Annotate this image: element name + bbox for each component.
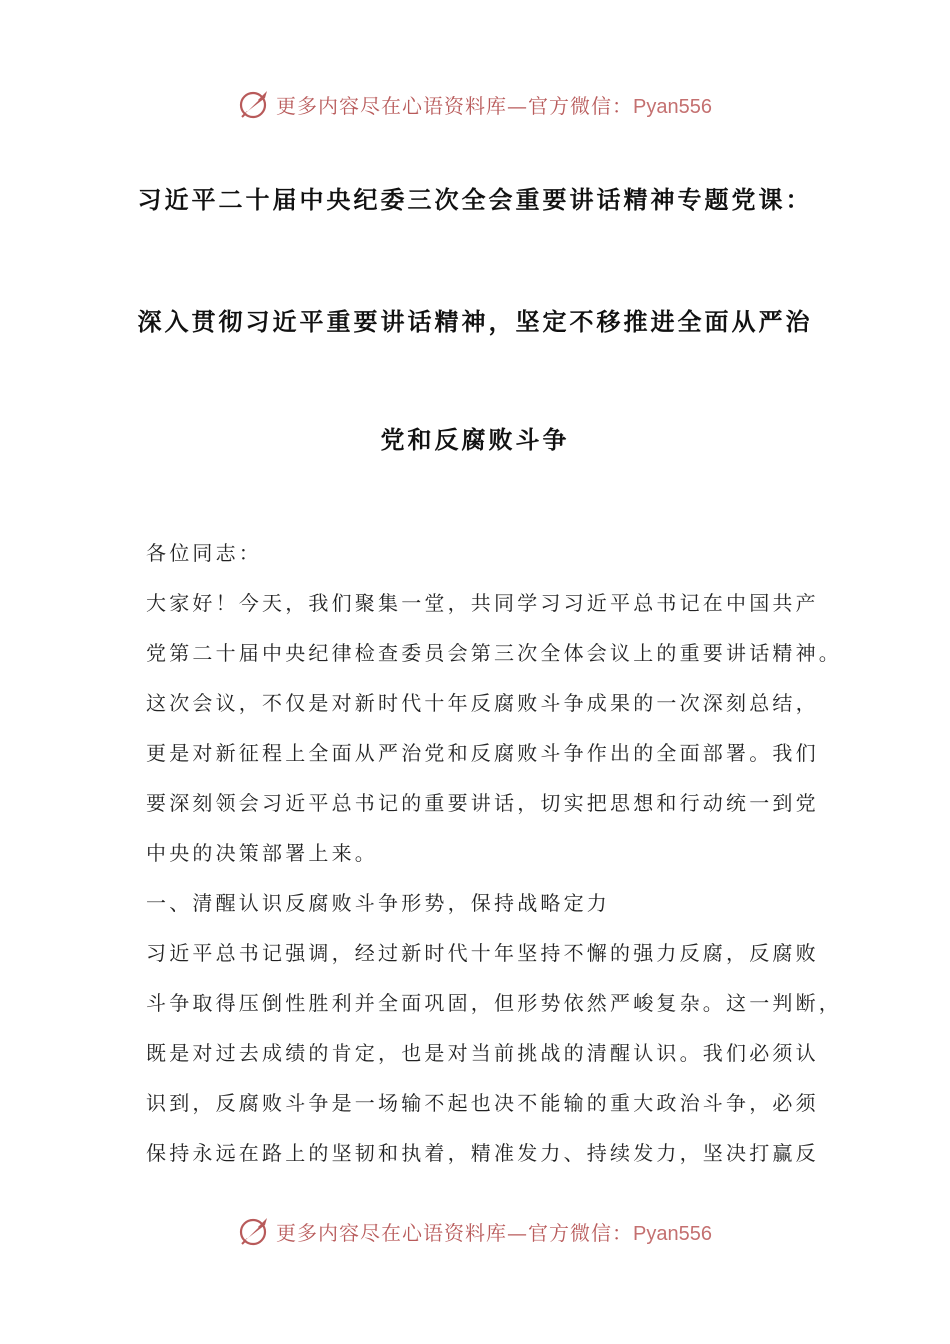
header-watermark — [0, 80, 950, 128]
section-heading-1: 一、清醒认识反腐败斗争形势，保持战略定力 — [146, 891, 610, 915]
document-title-line-2: 深入贯彻习近平重要讲话精神，坚定不移推进全面从严治 — [137, 307, 813, 336]
body-line: 要深刻领会习近平总书记的重要讲话，切实把思想和行动统一到党 — [146, 791, 819, 815]
watermark-site-name: 更多内容尽在心语资料库 — [276, 93, 508, 118]
watermark-text — [276, 1217, 712, 1246]
watermark-text — [276, 90, 712, 119]
body-line: 斗争取得压倒性胜利并全面巩固，但形势依然严峻复杂。这一判断， — [146, 991, 842, 1015]
body-line: 习近平总书记强调，经过新时代十年坚持不懈的强力反腐，反腐败 — [146, 941, 819, 965]
document-title-line-3: 党和反腐败斗争 — [380, 425, 570, 454]
watermark-wechat-id: Pyan556 — [633, 95, 712, 118]
body-line: 保持永远在路上的坚韧和执着，精准发力、持续发力，坚决打赢反 — [146, 1141, 819, 1165]
body-line: 党第二十届中央纪律检查委员会第三次全体会议上的重要讲话精神。 — [146, 641, 842, 665]
body-line: 既是对过去成绩的肯定，也是对当前挑战的清醒认识。我们必须认 — [146, 1041, 819, 1065]
watermark-wechat-label: 官方微信： — [528, 93, 634, 118]
document-body — [146, 536, 842, 1186]
body-line: 这次会议，不仅是对新时代十年反腐败斗争成果的一次深刻总结， — [146, 691, 819, 715]
body-line: 大家好！今天，我们聚集一堂，共同学习习近平总书记在中国共产 — [146, 591, 819, 615]
body-line: 中央的决策部署上来。 — [146, 841, 378, 865]
quill-logo-icon — [238, 1214, 272, 1248]
watermark-wechat-label: 官方微信： — [528, 1220, 634, 1245]
watermark-separator: — — [507, 1220, 529, 1245]
body-line: 更是对新征程上全面从严治党和反腐败斗争作出的全面部署。我们 — [146, 741, 819, 765]
watermark-site-name: 更多内容尽在心语资料库 — [276, 1220, 508, 1245]
watermark-separator: — — [507, 93, 529, 118]
document-title-line-1: 习近平二十届中央纪委三次全会重要讲话精神专题党课： — [137, 185, 813, 214]
quill-logo-icon — [238, 87, 272, 121]
body-line: 识到，反腐败斗争是一场输不起也决不能输的重大政治斗争，必须 — [146, 1091, 819, 1115]
footer-watermark — [0, 1207, 950, 1255]
salutation: 各位同志： — [146, 541, 262, 565]
watermark-wechat-id: Pyan556 — [633, 1222, 712, 1245]
